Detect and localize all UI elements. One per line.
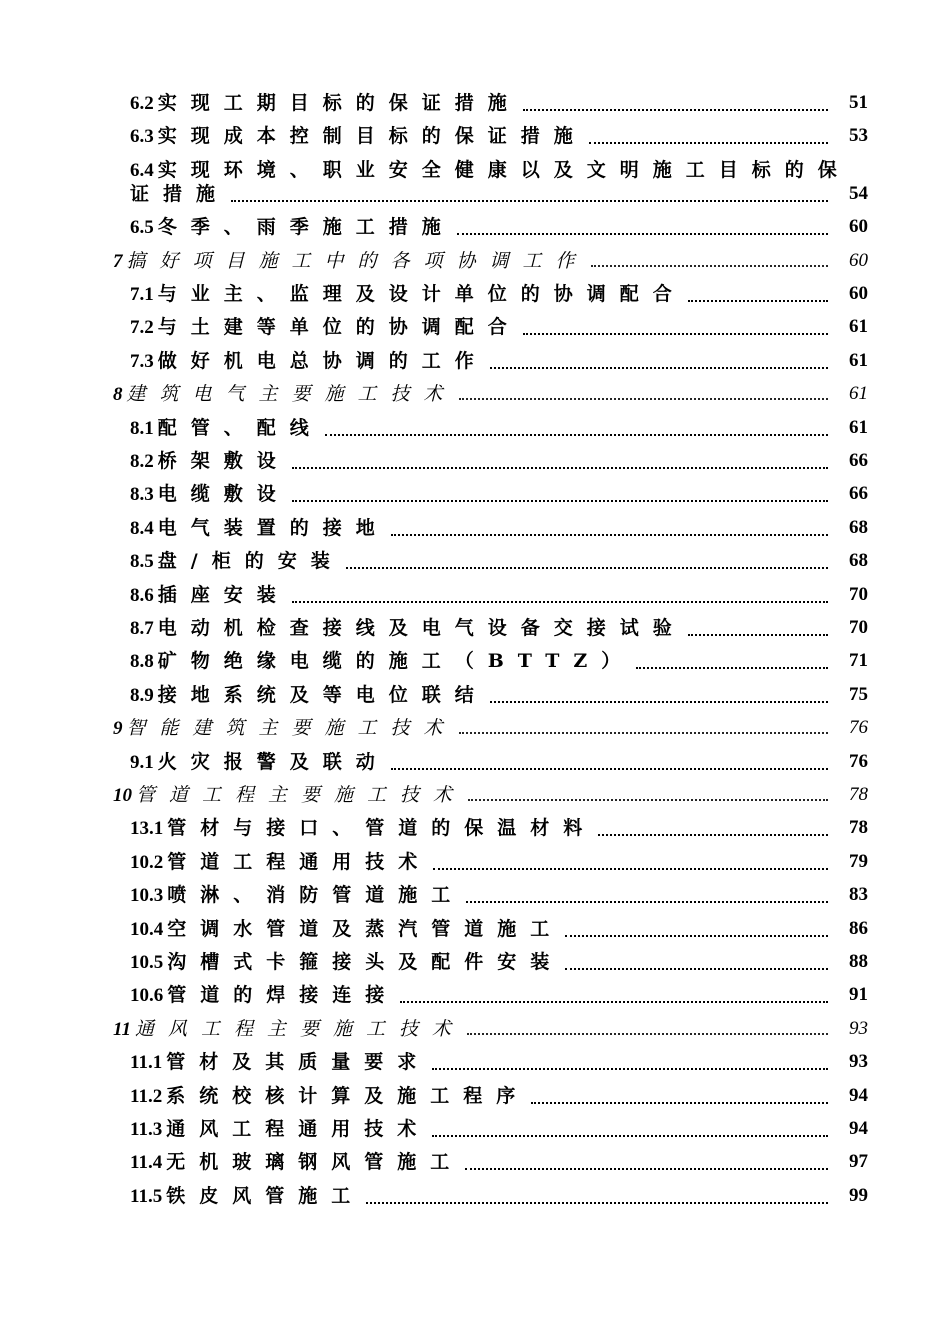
toc-page-number: 78 bbox=[849, 784, 868, 805]
toc-section-entry[interactable] bbox=[0, 580, 950, 610]
toc-dot-leader bbox=[598, 832, 828, 836]
toc-page-number: 61 bbox=[849, 383, 868, 404]
toc-dot-leader bbox=[457, 231, 828, 235]
toc-entry-label bbox=[130, 880, 464, 911]
toc-entry-title: 矿物绝缘电缆的施工（BTTZ） bbox=[157, 650, 635, 672]
toc-entry-number: 9.1 bbox=[130, 752, 154, 773]
toc-section-entry[interactable] bbox=[0, 88, 950, 118]
toc-entry-label bbox=[130, 446, 290, 477]
toc-page-number: 70 bbox=[849, 617, 868, 638]
toc-entry-title: 喷淋、消防管道施工 bbox=[167, 884, 465, 906]
toc-entry-label bbox=[130, 1047, 430, 1078]
toc-page-number: 71 bbox=[849, 650, 868, 671]
toc-entry-label bbox=[130, 1081, 529, 1112]
toc-section-entry[interactable] bbox=[0, 747, 950, 777]
toc-page-number: 66 bbox=[849, 450, 868, 471]
toc-dot-leader bbox=[292, 498, 828, 502]
toc-entry-title: 无机玻璃钢风管施工 bbox=[166, 1151, 464, 1173]
toc-entry-title: 铁皮风管施工 bbox=[166, 1185, 365, 1207]
toc-entry-title: 建筑电气主要施工技术 bbox=[126, 383, 457, 405]
toc-entry-title-continued: 证措施 bbox=[130, 183, 230, 205]
toc-entry-number: 6.2 bbox=[130, 93, 154, 114]
toc-entry-label bbox=[113, 379, 457, 410]
toc-entry-number: 8.8 bbox=[130, 651, 154, 672]
toc-chapter-entry[interactable] bbox=[0, 713, 950, 743]
toc-dot-leader bbox=[231, 198, 828, 202]
toc-entry-number: 8.5 bbox=[130, 551, 154, 572]
toc-dot-leader bbox=[467, 1031, 828, 1035]
toc-entry-label bbox=[130, 312, 521, 343]
toc-entry-label bbox=[130, 646, 634, 677]
toc-entry-number: 6.4 bbox=[130, 160, 154, 181]
toc-page-number: 68 bbox=[849, 550, 868, 571]
toc-section-entry[interactable] bbox=[0, 1047, 950, 1077]
toc-entry-title: 火灾报警及联动 bbox=[157, 751, 389, 773]
toc-entry-label bbox=[130, 413, 323, 444]
toc-page-number: 70 bbox=[849, 584, 868, 605]
toc-chapter-entry[interactable] bbox=[0, 780, 950, 810]
toc-page-number: 76 bbox=[849, 751, 868, 772]
toc-entry-label bbox=[130, 1181, 364, 1212]
toc-entry-label bbox=[130, 88, 521, 119]
toc-entry-label bbox=[130, 580, 290, 611]
toc-dot-leader bbox=[292, 599, 828, 603]
toc-section-entry[interactable] bbox=[0, 1147, 950, 1177]
toc-dot-leader bbox=[432, 1133, 828, 1137]
toc-dot-leader bbox=[325, 432, 828, 436]
toc-section-entry[interactable] bbox=[0, 312, 950, 342]
toc-entry-label bbox=[130, 279, 686, 310]
toc-entry-title: 智能建筑主要施工技术 bbox=[126, 717, 457, 739]
toc-entry-number: 8.1 bbox=[130, 418, 154, 439]
toc-section-entry[interactable] bbox=[0, 680, 950, 710]
toc-entry-title: 搞好项目施工中的各项协调工作 bbox=[126, 250, 589, 272]
toc-entry-number: 7.2 bbox=[130, 317, 154, 338]
toc-entry-number: 11.2 bbox=[130, 1086, 163, 1107]
toc-section-entry[interactable] bbox=[0, 880, 950, 910]
toc-entry-number: 11 bbox=[113, 1019, 131, 1040]
toc-entry-title: 管材与接口、管道的保温材料 bbox=[167, 817, 597, 839]
toc-entry-number: 8 bbox=[113, 384, 123, 405]
toc-page-number: 66 bbox=[849, 483, 868, 504]
toc-entry-number: 13.1 bbox=[130, 818, 164, 839]
toc-entry-label bbox=[130, 212, 455, 243]
toc-entry-number: 8.7 bbox=[130, 618, 154, 639]
toc-page-number: 91 bbox=[849, 984, 868, 1005]
toc-dot-leader bbox=[523, 331, 828, 335]
toc-dot-leader bbox=[565, 933, 828, 937]
toc-page-number: 61 bbox=[849, 316, 868, 337]
toc-entry-number: 10 bbox=[113, 785, 132, 806]
toc-page-number: 86 bbox=[849, 918, 868, 939]
toc-section-entry[interactable] bbox=[0, 121, 950, 151]
toc-page-number: 60 bbox=[849, 250, 868, 271]
toc-dot-leader bbox=[391, 532, 828, 536]
toc-page-number: 54 bbox=[849, 183, 868, 204]
toc-entry-number: 6.5 bbox=[130, 217, 154, 238]
toc-entry-number: 8.6 bbox=[130, 585, 154, 606]
toc-dot-leader bbox=[490, 699, 828, 703]
toc-entry-title: 管材及其质量要求 bbox=[166, 1051, 431, 1073]
toc-entry-label bbox=[130, 1147, 463, 1178]
toc-entry-number: 10.6 bbox=[130, 985, 164, 1006]
toc-chapter-entry[interactable] bbox=[0, 1014, 950, 1044]
toc-entry-title: 通风工程主要施工技术 bbox=[134, 1018, 465, 1040]
toc-page-number: 53 bbox=[849, 125, 868, 146]
toc-entry-title: 做好机电总协调的工作 bbox=[157, 350, 488, 372]
toc-entry-number: 11.1 bbox=[130, 1052, 163, 1073]
toc-entry-number: 7 bbox=[113, 251, 123, 272]
toc-page-number: 83 bbox=[849, 884, 868, 905]
toc-section-entry[interactable] bbox=[0, 212, 950, 242]
toc-dot-leader bbox=[688, 632, 828, 636]
toc-section-entry[interactable] bbox=[0, 813, 950, 843]
toc-entry-label bbox=[130, 346, 488, 377]
toc-section-entry[interactable] bbox=[0, 1114, 950, 1144]
toc-page-number: 75 bbox=[849, 684, 868, 705]
toc-dot-leader bbox=[466, 899, 828, 903]
toc-page-number: 51 bbox=[849, 92, 868, 113]
toc-entry-label bbox=[113, 1014, 465, 1045]
toc-entry-number: 11.4 bbox=[130, 1152, 163, 1173]
toc-entry-title: 电动机检查接线及电气设备交接试验 bbox=[157, 617, 686, 639]
toc-section-entry[interactable] bbox=[0, 1081, 950, 1111]
toc-entry-number: 7.1 bbox=[130, 284, 154, 305]
toc-entry-title: 实现工期目标的保证措施 bbox=[157, 92, 521, 114]
toc-entry-label bbox=[130, 680, 488, 711]
toc-dot-leader bbox=[459, 730, 828, 734]
toc-entry-title: 管道工程通用技术 bbox=[167, 851, 432, 873]
toc-entry-title: 冬季、雨季施工措施 bbox=[157, 216, 455, 238]
toc-section-entry[interactable] bbox=[0, 1181, 950, 1211]
toc-entry-title: 插座安装 bbox=[157, 584, 290, 606]
toc-chapter-entry[interactable] bbox=[0, 246, 950, 276]
toc-entry-number: 9 bbox=[113, 718, 123, 739]
toc-entry-label bbox=[130, 980, 398, 1011]
toc-dot-leader bbox=[490, 365, 828, 369]
toc-dot-leader bbox=[465, 1166, 828, 1170]
toc-dot-leader bbox=[523, 107, 828, 111]
toc-section-entry[interactable] bbox=[0, 847, 950, 877]
toc-entry-label bbox=[113, 713, 457, 744]
toc-entry-label bbox=[130, 479, 290, 510]
toc-entry-label bbox=[130, 914, 563, 945]
toc-entry-title: 电气装置的接地 bbox=[157, 517, 389, 539]
toc-page-number: 61 bbox=[849, 350, 868, 371]
toc-section-entry[interactable] bbox=[0, 413, 950, 443]
toc-entry-number: 11.3 bbox=[130, 1119, 163, 1140]
toc-entry-number: 10.2 bbox=[130, 852, 164, 873]
toc-page-number: 78 bbox=[849, 817, 868, 838]
toc-dot-leader bbox=[589, 140, 828, 144]
toc-entry-label bbox=[130, 813, 596, 844]
toc-entry-label bbox=[130, 155, 851, 186]
toc-section-entry[interactable] bbox=[0, 479, 950, 509]
toc-entry-label bbox=[130, 947, 563, 978]
toc-entry-title: 系统校核计算及施工程序 bbox=[166, 1085, 530, 1107]
toc-entry-number: 8.2 bbox=[130, 451, 154, 472]
toc-page-number: 60 bbox=[849, 216, 868, 237]
toc-entry-label bbox=[130, 847, 431, 878]
toc-entry-title: 桥架敷设 bbox=[157, 450, 290, 472]
toc-page-number: 88 bbox=[849, 951, 868, 972]
toc-entry-title: 电缆敷设 bbox=[157, 483, 290, 505]
toc-section-entry[interactable] bbox=[0, 613, 950, 643]
toc-entry-title: 接地系统及等电位联结 bbox=[157, 684, 488, 706]
toc-section-entry[interactable] bbox=[0, 646, 950, 676]
toc-entry-number: 11.5 bbox=[130, 1186, 163, 1207]
toc-entry-number: 8.9 bbox=[130, 685, 154, 706]
toc-page-number: 76 bbox=[849, 717, 868, 738]
toc-section-entry[interactable] bbox=[0, 914, 950, 944]
toc-dot-leader bbox=[565, 966, 828, 970]
toc-entry-number: 10.4 bbox=[130, 919, 164, 940]
toc-entry-number: 8.3 bbox=[130, 484, 154, 505]
toc-entry-title: 与业主、监理及设计单位的协调配合 bbox=[157, 283, 686, 305]
toc-dot-leader bbox=[432, 1066, 828, 1070]
toc-dot-leader bbox=[688, 298, 828, 302]
toc-dot-leader bbox=[531, 1100, 828, 1104]
toc-entry-label bbox=[113, 246, 589, 277]
toc-page-number: 97 bbox=[849, 1151, 868, 1172]
toc-page-number: 99 bbox=[849, 1185, 868, 1206]
toc-page-number: 79 bbox=[849, 851, 868, 872]
toc-entry-number: 7.3 bbox=[130, 351, 154, 372]
toc-entry-label bbox=[130, 613, 686, 644]
toc-entry-title: 盘/柜的安装 bbox=[157, 550, 344, 572]
toc-section-entry[interactable] bbox=[0, 279, 950, 309]
toc-entry-label bbox=[130, 121, 587, 152]
toc-entry-label bbox=[113, 780, 466, 811]
toc-entry-number: 6.3 bbox=[130, 126, 154, 147]
toc-entry-label bbox=[130, 513, 389, 544]
toc-dot-leader bbox=[636, 665, 828, 669]
toc-section-entry[interactable] bbox=[0, 446, 950, 476]
toc-dot-leader bbox=[433, 866, 828, 870]
toc-dot-leader bbox=[591, 263, 828, 267]
toc-entry-title: 管道工程主要施工技术 bbox=[136, 784, 467, 806]
toc-entry-title: 管道的焊接连接 bbox=[167, 984, 399, 1006]
toc-entry-title: 沟槽式卡箍接头及配件安装 bbox=[167, 951, 564, 973]
toc-chapter-entry[interactable] bbox=[0, 379, 950, 409]
toc-page-number: 68 bbox=[849, 517, 868, 538]
toc-dot-leader bbox=[391, 766, 828, 770]
toc-dot-leader bbox=[346, 565, 828, 569]
toc-entry-title: 实现成本控制目标的保证措施 bbox=[157, 125, 587, 147]
toc-section-entry[interactable] bbox=[0, 980, 950, 1010]
toc-dot-leader bbox=[292, 465, 828, 469]
toc-dot-leader bbox=[400, 999, 828, 1003]
toc-section-entry[interactable] bbox=[0, 155, 950, 209]
toc-entry-number: 8.4 bbox=[130, 518, 154, 539]
toc-entry-title: 通风工程通用技术 bbox=[166, 1118, 431, 1140]
toc-entry-label bbox=[130, 747, 389, 778]
toc-page-number: 94 bbox=[849, 1118, 868, 1139]
toc-entry-label bbox=[130, 1114, 430, 1145]
toc-page-number: 93 bbox=[849, 1051, 868, 1072]
toc-entry-title: 实现环境、职业安全健康以及文明施工目标的保 bbox=[157, 159, 851, 181]
toc-entry-title: 与土建等单位的协调配合 bbox=[157, 316, 521, 338]
toc-page-number: 61 bbox=[849, 417, 868, 438]
toc-page-number: 94 bbox=[849, 1085, 868, 1106]
toc-section-entry[interactable] bbox=[0, 947, 950, 977]
toc-entry-title: 空调水管道及蒸汽管道施工 bbox=[167, 918, 564, 940]
toc-entry-title: 配管、配线 bbox=[157, 417, 323, 439]
toc-page-number: 60 bbox=[849, 283, 868, 304]
toc-page-number: 93 bbox=[849, 1018, 868, 1039]
toc-dot-leader bbox=[459, 396, 828, 400]
toc-entry-number: 10.3 bbox=[130, 885, 164, 906]
toc-entry-number: 10.5 bbox=[130, 952, 164, 973]
toc-dot-leader bbox=[366, 1200, 828, 1204]
toc-section-entry[interactable] bbox=[0, 346, 950, 376]
toc-section-entry[interactable] bbox=[0, 546, 950, 576]
toc-dot-leader bbox=[468, 797, 828, 801]
toc-section-entry[interactable] bbox=[0, 513, 950, 543]
toc-entry-label bbox=[130, 546, 344, 577]
